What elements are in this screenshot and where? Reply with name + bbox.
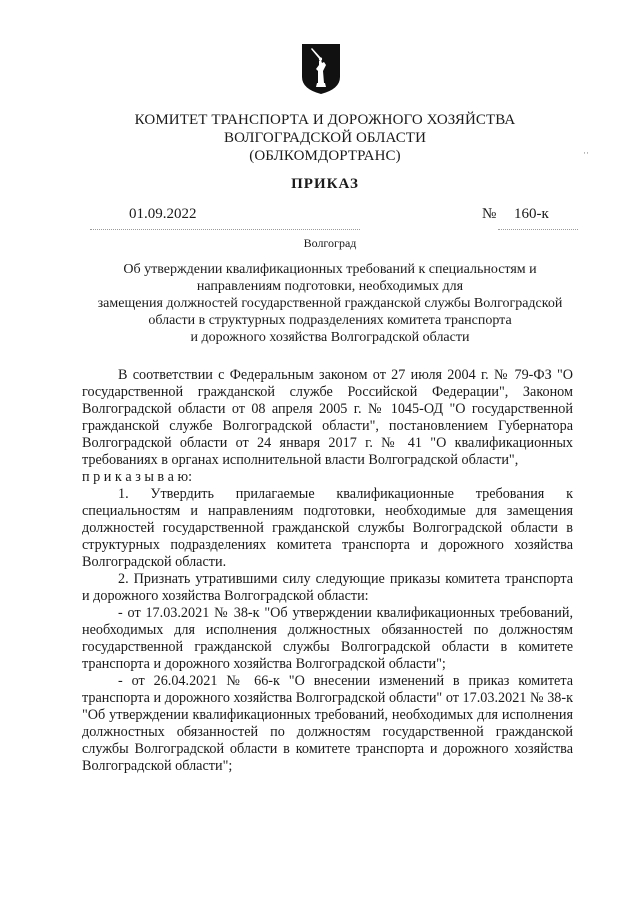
org-name-line-2: ВОЛГОГРАДСКОЙ ОБЛАСТИ	[223, 130, 427, 146]
document-number: 160-к	[514, 206, 549, 222]
document-date: 01.09.2022	[129, 206, 197, 222]
order-word: п р и к а з ы в а ю:	[82, 469, 193, 485]
subject-line: и дорожного хозяйства Волгоградской области	[190, 330, 470, 345]
document-city: Волгоград	[303, 236, 357, 250]
date-underline	[90, 229, 360, 230]
subject-line: направлениям подготовки, необходимых для	[196, 279, 464, 294]
document-subject	[80, 261, 580, 346]
org-short-name: (ОБЛКОМДОРТРАНС)	[249, 148, 401, 164]
org-name-line-1: КОМИТЕТ ТРАНСПОРТА И ДОРОЖНОГО ХОЗЯЙСТВА	[134, 112, 516, 128]
order-item-2: 2. Признать утратившими силу следующие приказы комитета транспорта и дорожного хозяйства Волгоградской области:	[82, 571, 573, 604]
repealed-order-1: - от 17.03.2021 № 38-к "Об утверждении квалификационных требований, необходимых для исполнения должностных обязанностей по должностям государственной гражданской службы Волгоградской области в комитете транспорта и дорожного хозяйства Волгоградской области";	[82, 605, 573, 672]
volgograd-coat-of-arms-icon	[301, 43, 341, 95]
subject-line: области в структурных подразделениях комитета транспорта	[148, 313, 512, 328]
number-underline	[498, 229, 578, 230]
number-sign: №	[482, 206, 497, 222]
repealed-order-2: - от 26.04.2021 № 66-к "О внесении изменений в приказ комитета транспорта и дорожного хозяйства Волгоградской области" от 17.03.2021 № 38-к "Об утверждении квалификационных требований, необходимых для исполнения должностных обязанностей по должностям государственной гражданской службы Волгоградской области в комитете транспорта и дорожного хозяйства Волгоградской области";	[82, 673, 573, 774]
corner-mark: ··	[583, 148, 589, 158]
document-type-title: ПРИКАЗ	[291, 176, 359, 192]
subject-line: Об утверждении квалификационных требований к специальностям и	[123, 262, 537, 277]
order-item-1: 1. Утвердить прилагаемые квалификационные требования к специальностям и направлениям подготовки, необходимые для замещения должностей государственной гражданской службы Волгоградской области в структурных подразделениях комитета транспорта и дорожного хозяйства Волгоградской области.	[82, 486, 573, 570]
preamble-paragraph: В соответствии с Федеральным законом от 27 июля 2004 г. № 79-ФЗ "О государственной гражданской службе Российской Федерации", Законом Волгоградской области от 08 апреля 2005 г. № 1045-ОД "О государственной гражданской службе Волгоградской области", постановлением Губернатора Волгоградской области от 24 января 2017 г. № 41 "О квалификационных требованиях в органах исполнительной власти Волгоградской области",	[82, 367, 573, 468]
subject-line: замещения должностей государственной гражданской службы Волгоградской	[97, 296, 563, 311]
document-body	[82, 367, 573, 775]
